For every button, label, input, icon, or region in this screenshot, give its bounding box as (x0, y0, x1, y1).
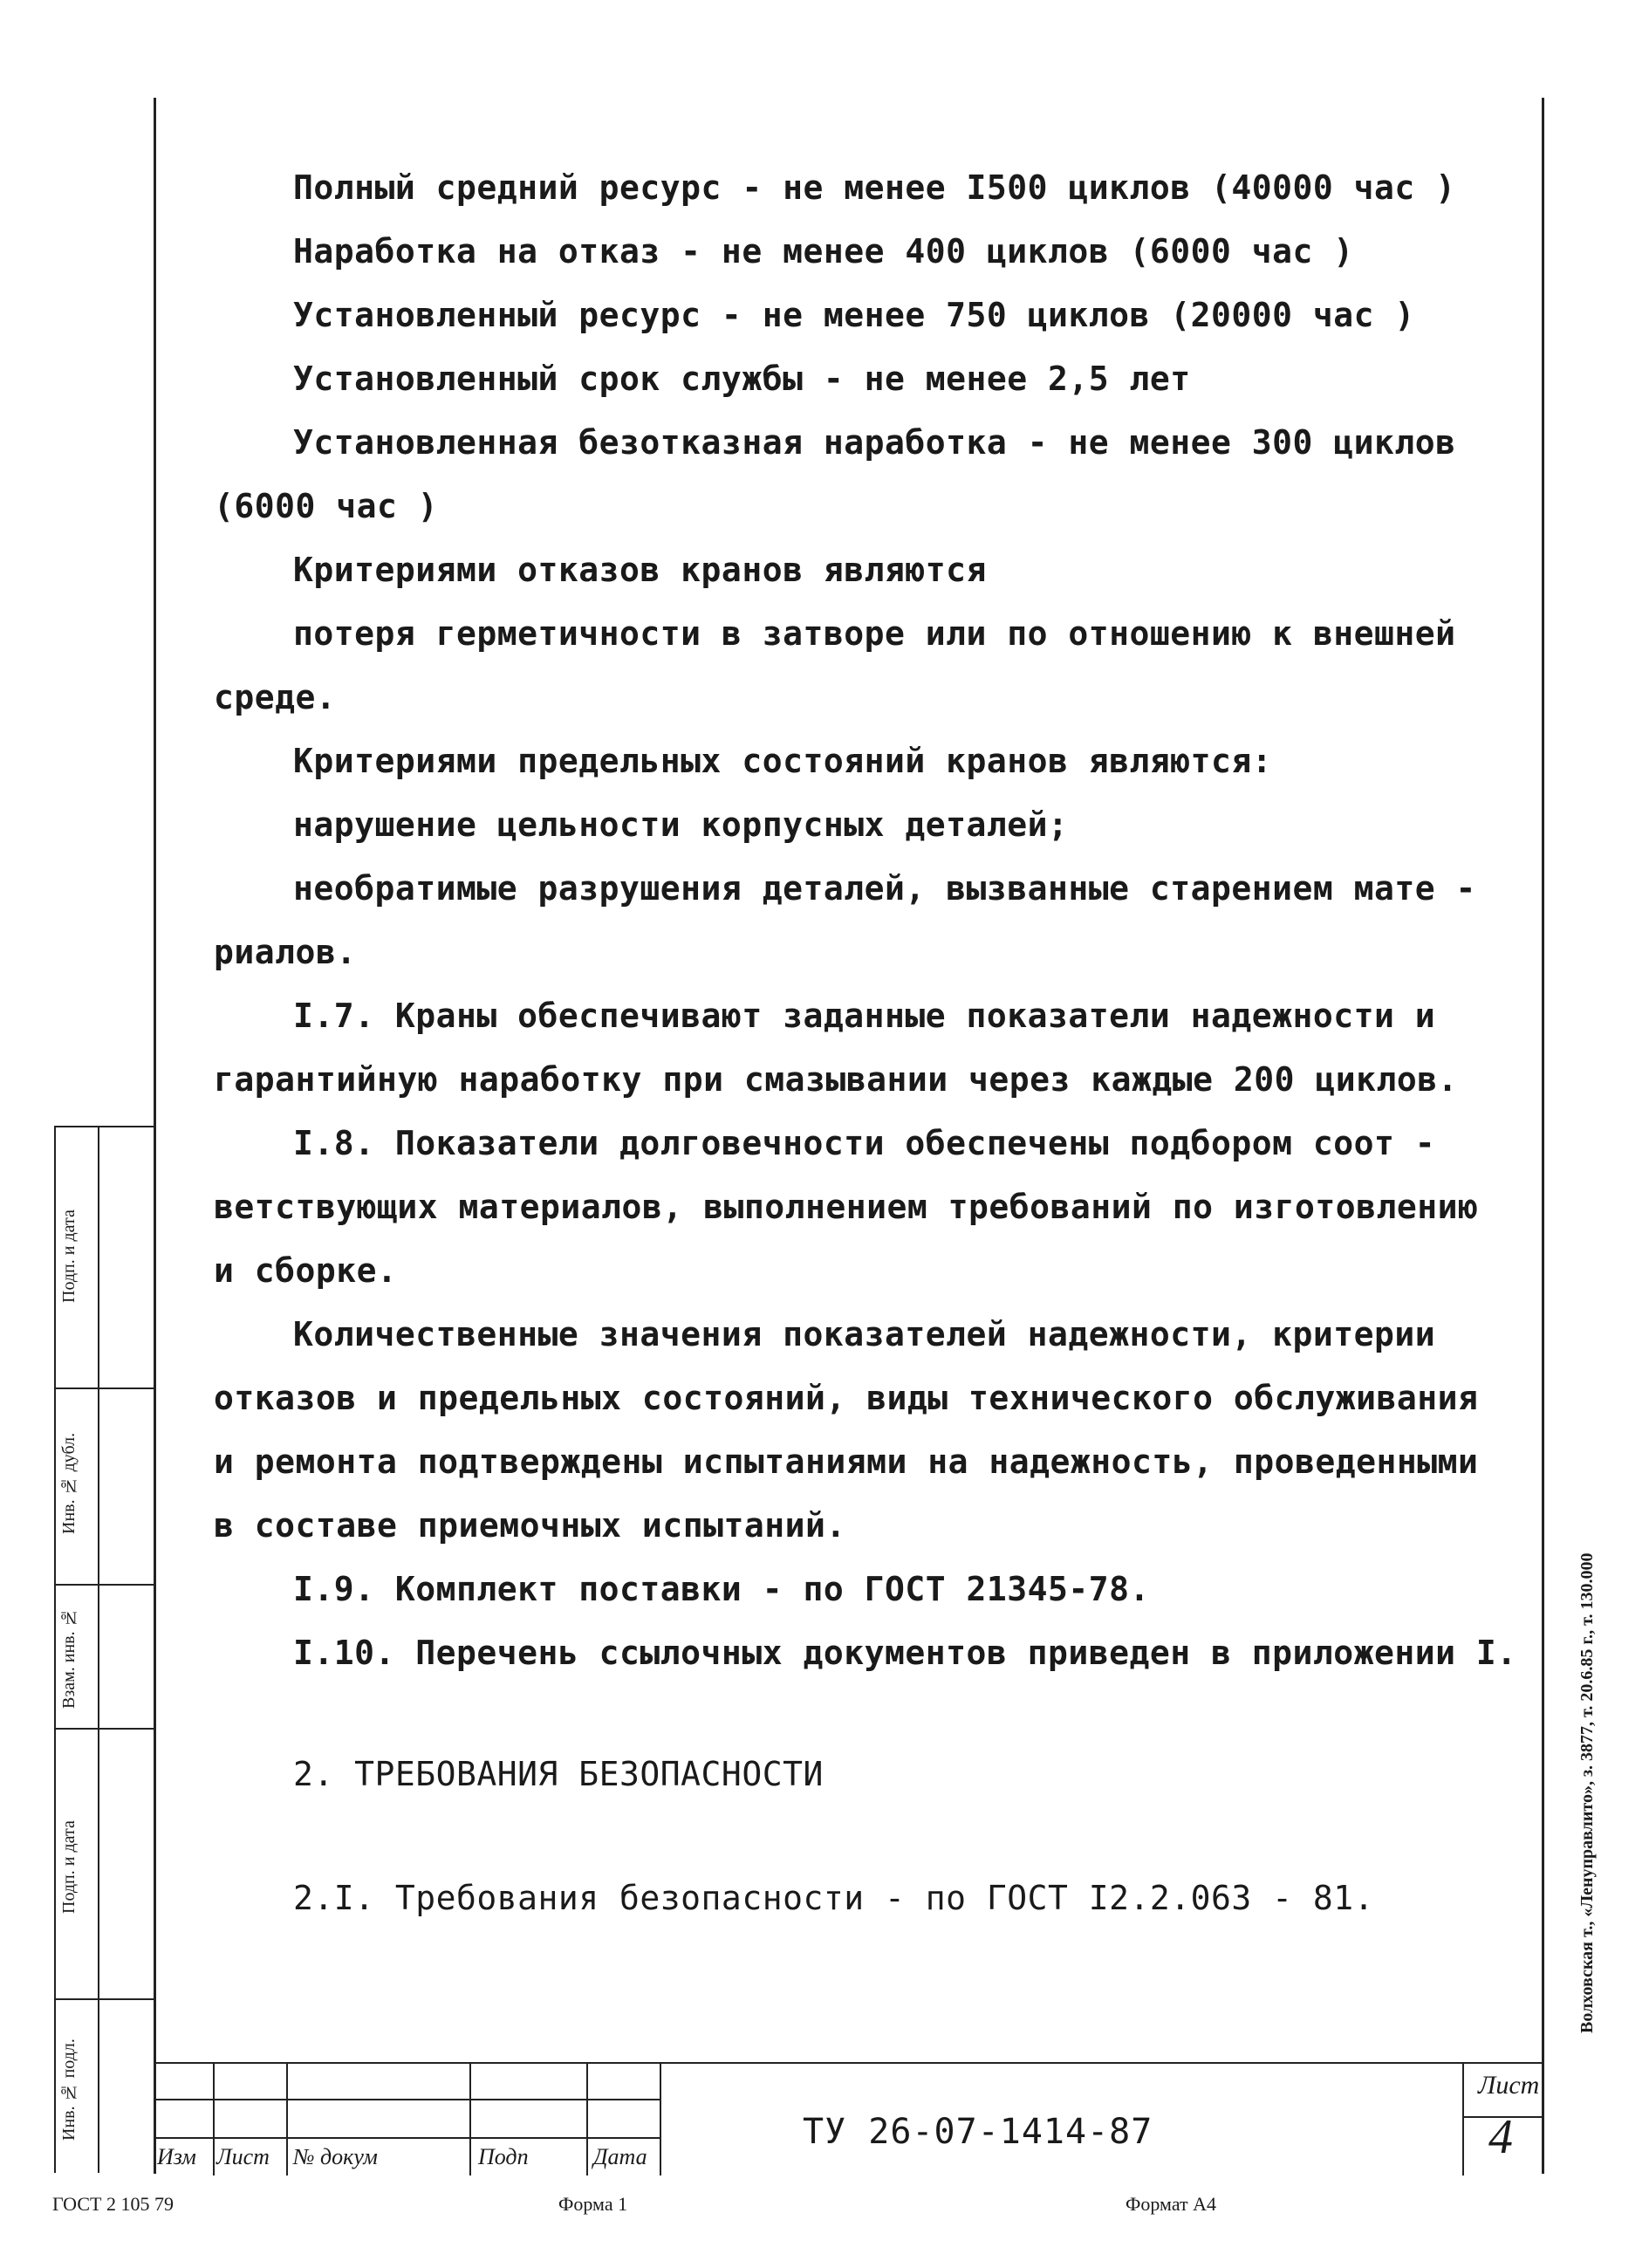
header-doc-number: № докум (293, 2144, 378, 2169)
margin-stamp (54, 1126, 154, 2173)
text-line-15: гарантийную наработку при смазывании через каждые 200 циклов. (214, 1060, 1459, 1099)
text-line-4: Установленный срок службы - не менее 2,5 лет (293, 360, 1191, 398)
header-date: Дата (593, 2144, 647, 2169)
text-line-8: потеря герметичности в затворе или по отношению к внешней (293, 614, 1456, 653)
text-line-24: I.10. Перечень ссылочных документов приведен в приложении I. (293, 1634, 1517, 1672)
text-line-16: I.8. Показатели долговечности обеспечены подбором соот - (293, 1124, 1436, 1162)
text-line-11: нарушение цельности корпусных деталей; (293, 805, 1069, 844)
section-heading: 2. ТРЕБОВАНИЯ БЕЗОПАСНОСТИ (293, 1755, 824, 1793)
sheet-label: Лист (1478, 2071, 1540, 2100)
document-code: ТУ 26-07-1414-87 (803, 2112, 1153, 2152)
text-line-6: (6000 час ) (214, 487, 439, 525)
text-line-9: среде. (214, 678, 337, 716)
footer-standard: ГОСТ 2 105 79 (52, 2193, 174, 2215)
section-item: 2.I. Требования безопасности - по ГОСТ I2.2.063 - 81. (293, 1879, 1375, 1917)
text-line-14: I.7. Краны обеспечивают заданные показатели надежности и (293, 997, 1436, 1035)
margin-label-original-inventory: Инв. № подл. (59, 2038, 79, 2141)
footer-form: Форма 1 (558, 2193, 628, 2215)
text-line-17: ветствующих материалов, выполнением требований по изготовлению (214, 1188, 1479, 1226)
text-line-1: Полный средний ресурс - не менее I500 циклов (40000 час ) (293, 168, 1456, 207)
text-line-21: и ремонта подтверждены испытаниями на надежность, проведенными (214, 1442, 1479, 1481)
text-line-20: отказов и предельных состояний, виды технического обслуживания (214, 1379, 1479, 1417)
printer-imprint: Волховская т., «Ленуправлито», з. 3877, т. 20.6.85 г., т. 130.000 (1577, 1552, 1597, 2034)
text-line-3: Установленный ресурс - не менее 750 циклов (20000 час ) (293, 296, 1415, 334)
text-line-10: Критериями предельных состояний кранов являются: (293, 742, 1273, 780)
header-sheet: Лист (216, 2144, 270, 2169)
footer-format: Формат А4 (1126, 2193, 1217, 2215)
header-change: Изм (157, 2144, 196, 2169)
text-line-5: Установленная безотказная наработка - не менее 300 циклов (293, 423, 1456, 462)
text-line-7: Критериями отказов кранов являются (293, 551, 987, 589)
margin-label-replacement-inventory: Взам. инв. № (59, 1607, 79, 1709)
text-line-2: Наработка на отказ - не менее 400 циклов (6000 час ) (293, 232, 1354, 271)
text-line-22: в составе приемочных испытаний. (214, 1506, 846, 1545)
header-signature: Подп (478, 2144, 529, 2169)
text-line-18: и сборке. (214, 1251, 398, 1290)
margin-label-dup-inventory: Инв. № дубл. (59, 1432, 79, 1535)
margin-label-signature-date-2: Подп. и дата (59, 1820, 79, 1915)
sheet-number: 4 (1488, 2110, 1513, 2164)
margin-label-signature-date-1: Подп. и дата (59, 1209, 79, 1304)
text-line-19: Количественные значения показателей надежности, критерии (293, 1315, 1436, 1353)
text-line-13: риалов. (214, 933, 357, 971)
text-line-12: необратимые разрушения деталей, вызванные старением мате - (293, 869, 1476, 908)
text-line-23: I.9. Комплект поставки - по ГОСТ 21345-78. (293, 1570, 1150, 1608)
